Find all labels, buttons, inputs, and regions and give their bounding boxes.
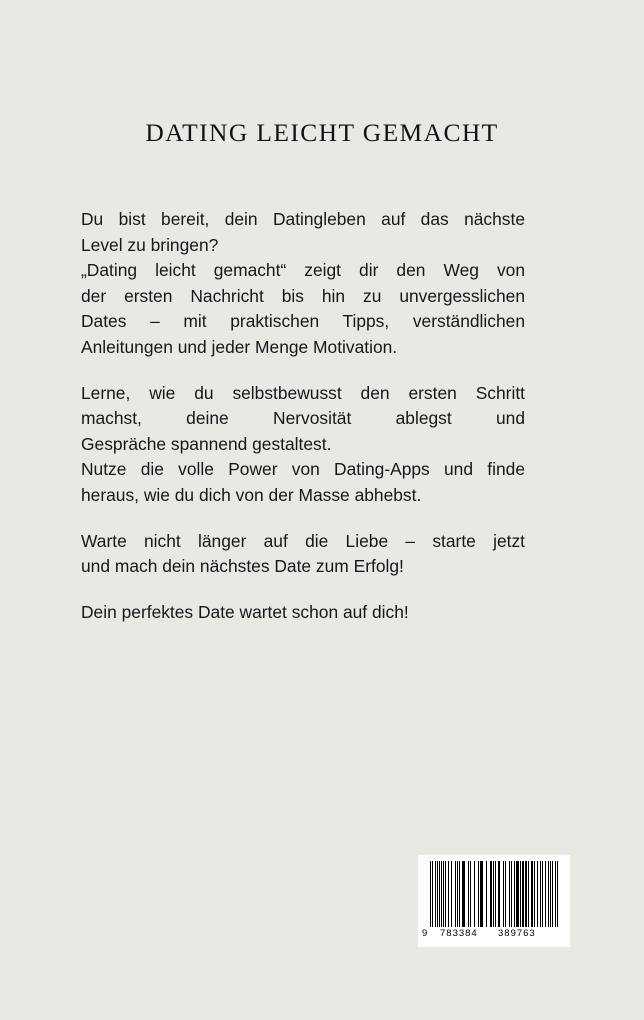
paragraph-closing	[81, 600, 525, 626]
text-line: und mach dein nächstes Date zum Erfolg!	[81, 556, 404, 577]
blurb-text	[81, 207, 525, 625]
text-line: „Dating leicht gemacht“ zeigt dir den Weg von	[81, 260, 525, 281]
text-line: Dates – mit praktischen Tipps, verständlichen	[81, 311, 525, 332]
text-line: heraus, wie du dich von der Masse abhebst.	[81, 484, 422, 505]
paragraph-learn	[81, 381, 525, 509]
text-line: Dein perfektes Date wartet schon auf dich!	[81, 601, 409, 622]
barcode-left-group: 783384	[440, 928, 478, 939]
barcode-bars	[430, 861, 560, 927]
text-line: Gespräche spannend gestaltest.	[81, 433, 332, 454]
text-line: der ersten Nachricht bis hin zu unvergesslichen	[81, 285, 525, 306]
paragraph-intro	[81, 207, 525, 361]
barcode-digits	[418, 925, 570, 939]
text-line: Anleitungen und jeder Menge Motivation.	[81, 336, 398, 357]
text-line: machst, deine Nervosität ablegst und	[81, 408, 525, 429]
text-line: Warte nicht länger auf die Liebe – starte jetzt	[81, 530, 525, 551]
text-line: Level zu bringen?	[81, 234, 219, 255]
barcode-right-group: 389763	[498, 928, 536, 939]
isbn-barcode	[418, 855, 570, 947]
barcode-lead-digit: 9	[422, 928, 429, 939]
text-line: Lerne, wie du selbstbewusst den ersten Schritt	[81, 382, 525, 403]
text-line: Nutze die volle Power von Dating-Apps und finde	[81, 459, 525, 480]
text-line: Du bist bereit, dein Datingleben auf das nächste	[81, 209, 525, 229]
paragraph-call-to-action	[81, 529, 525, 580]
page-title: DATING LEICHT GEMACHT	[145, 118, 499, 147]
